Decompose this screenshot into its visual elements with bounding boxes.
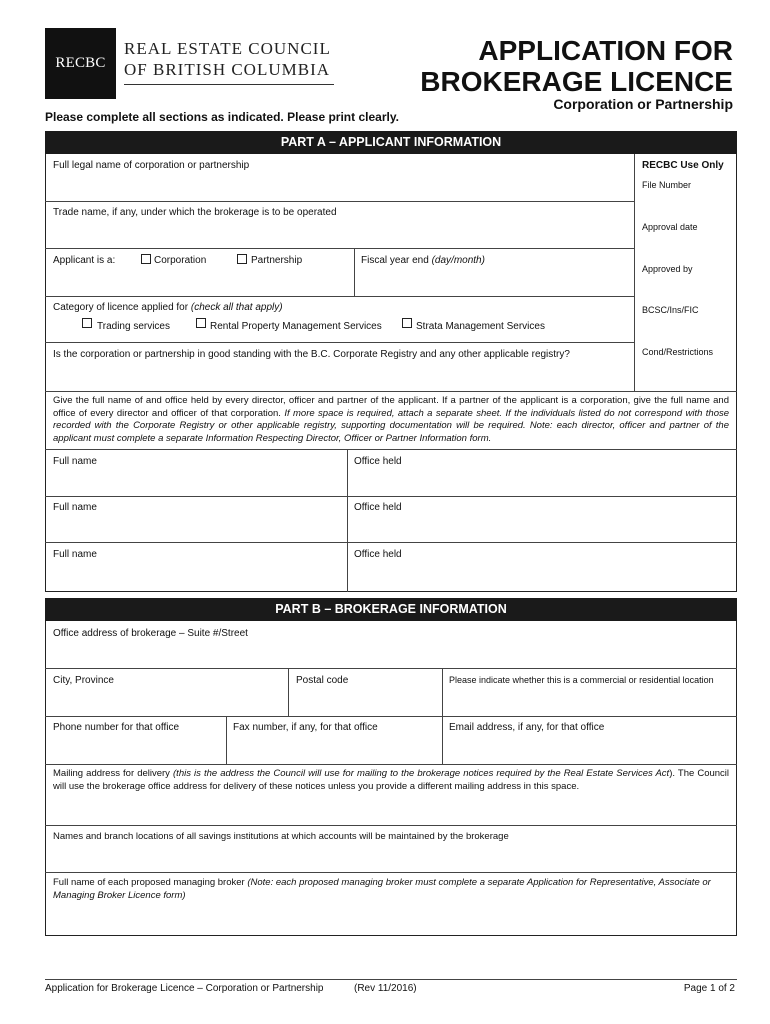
row-divider — [45, 542, 737, 543]
phone-field[interactable] — [46, 735, 225, 763]
category-hint: (check all that apply) — [190, 302, 283, 313]
fax-field[interactable] — [228, 735, 441, 763]
partnership-checkbox[interactable] — [237, 254, 247, 264]
cond-restrictions-label: Cond/Restrictions — [642, 347, 714, 357]
phone-label: Phone number for that office — [53, 722, 180, 733]
mailing-text-1: Mailing address for delivery — [53, 768, 170, 779]
email-label: Email address, if any, for that office — [449, 722, 605, 733]
location-type-label: Please indicate whether this is a commercial or residential location — [449, 675, 714, 685]
director-name-label-3: Full name — [53, 549, 97, 560]
city-province-label: City, Province — [53, 675, 114, 686]
org-name-line1: REAL ESTATE COUNCIL — [124, 39, 331, 58]
good-standing-label: Is the corporation or partnership in good standing with the B.C. Corporate Registry and any other applicable registry? — [53, 349, 570, 360]
name-office-divider — [347, 449, 348, 592]
trade-name-label: Trade name, if any, under which the brokerage is to be operated — [53, 207, 337, 218]
row-divider — [45, 391, 737, 392]
director-office-field-2[interactable] — [349, 515, 735, 541]
city-province-field[interactable] — [46, 688, 287, 715]
partnership-label: Partnership — [251, 255, 303, 266]
fiscal-year-end-label — [361, 254, 485, 267]
managing-broker-label — [53, 877, 729, 902]
fiscal-year-end-hint: (day/month) — [431, 255, 485, 266]
approval-date-label: Approval date — [642, 222, 698, 232]
office-address-label: Office address of brokerage – Suite #/Street — [53, 628, 248, 639]
director-name-label-2: Full name — [53, 502, 97, 513]
rental-services-label: Rental Property Management Services — [210, 321, 382, 332]
location-type-field[interactable] — [444, 688, 735, 715]
director-office-label-3: Office held — [354, 549, 402, 560]
managing-text-2: (Note: each proposed managing broker must complete a separate Application for Representative, Associate or Managing Broker Licence form) — [53, 877, 711, 901]
row-divider — [45, 825, 737, 826]
managing-text-1: Full name of each proposed managing broker — [53, 877, 245, 888]
rental-services-checkbox[interactable] — [196, 318, 206, 328]
office-use-heading: RECBC Use Only — [642, 160, 724, 171]
part-a-heading: PART A – APPLICANT INFORMATION — [45, 131, 737, 154]
managing-broker-field[interactable] — [46, 904, 735, 934]
footer-rule — [45, 979, 737, 980]
full-legal-name-label: Full legal name of corporation or partnership — [53, 160, 250, 171]
phone-fax-divider — [226, 716, 227, 764]
director-office-label-2: Office held — [354, 502, 402, 513]
part-b-heading: PART B – BROKERAGE INFORMATION — [45, 598, 737, 621]
form-title-line1: APPLICATION FOR — [478, 35, 733, 66]
director-name-label-1: Full name — [53, 456, 97, 467]
directors-para-2: If more space is required, attach a separate sheet. If the individuals listed do not correspond with those recorded with the Corporate Registry or other applicable registry, supporting documentation will be required. Note: each director, officer and partner of the applicant must complete a separate Information Respecting Director, Officer or Partner Information form. — [53, 407, 730, 444]
form-subtitle: Corporation or Partnership — [553, 96, 733, 112]
footer-revision: (Rev 11/2016) — [354, 983, 417, 994]
director-name-field-3[interactable] — [46, 562, 346, 590]
postal-code-label: Postal code — [296, 675, 349, 686]
row-divider — [45, 449, 737, 450]
trade-name-field[interactable] — [46, 220, 632, 247]
category-label — [53, 301, 283, 314]
corporation-label: Corporation — [154, 255, 207, 266]
director-office-label-1: Office held — [354, 456, 402, 467]
fiscal-year-end-text: Fiscal year end — [361, 255, 429, 266]
row-divider — [45, 668, 737, 669]
trading-services-checkbox[interactable] — [82, 318, 92, 328]
director-office-field-3[interactable] — [349, 562, 735, 590]
office-address-field[interactable] — [46, 641, 735, 668]
director-office-field-1[interactable] — [349, 469, 735, 495]
fiscal-divider — [354, 248, 355, 296]
fax-label: Fax number, if any, for that office — [233, 722, 378, 733]
city-postal-divider — [288, 668, 289, 716]
row-divider — [45, 716, 737, 717]
strata-services-label: Strata Management Services — [416, 321, 545, 332]
directors-para-1: Give the full name of and office held by every director, officer and partner of the applicant. If a partner of the applicant is a corporation, give the full name and office of every director and officer of that corporation. — [53, 395, 729, 419]
row-divider — [45, 296, 634, 297]
email-field[interactable] — [444, 735, 735, 763]
fiscal-year-end-field[interactable] — [356, 268, 632, 295]
recbc-logo: RECBC — [45, 28, 116, 99]
org-rule — [124, 84, 334, 85]
file-number-label: File Number — [642, 180, 692, 190]
directors-instructions — [53, 395, 729, 445]
corporation-checkbox[interactable] — [141, 254, 151, 264]
footer-form-name: Application for Brokerage Licence – Corporation or Partnership — [45, 983, 324, 994]
org-name-line2: OF BRITISH COLUMBIA — [124, 60, 331, 79]
approved-by-label: Approved by — [642, 264, 693, 274]
trading-services-label: Trading services — [97, 321, 170, 332]
postal-code-field[interactable] — [290, 688, 441, 715]
row-divider — [45, 764, 737, 765]
director-name-field-1[interactable] — [46, 469, 346, 495]
row-divider — [45, 201, 634, 202]
mailing-address-label — [53, 768, 729, 793]
strata-services-checkbox[interactable] — [402, 318, 412, 328]
savings-institutions-label: Names and branch locations of all savings institutions at which accounts will be maintained by the brokerage — [53, 831, 509, 842]
savings-institutions-field[interactable] — [46, 844, 735, 871]
full-legal-name-field[interactable] — [46, 173, 632, 200]
office-use-divider — [634, 154, 635, 391]
row-divider — [45, 496, 737, 497]
good-standing-field[interactable] — [46, 362, 632, 390]
bcsc-label: BCSC/Ins/FIC — [642, 305, 699, 315]
instructions: Please complete all sections as indicated. Please print clearly. — [45, 110, 399, 124]
mailing-text-2: (this is the address the Council will use for mailing to the brokerage notices required by the Real Estate Services Act — [173, 768, 670, 779]
form-title-line2: BROKERAGE LICENCE — [420, 66, 733, 97]
mailing-address-field[interactable] — [46, 796, 735, 824]
row-divider — [45, 872, 737, 873]
footer-page-number: Page 1 of 2 — [683, 983, 735, 994]
director-name-field-2[interactable] — [46, 515, 346, 541]
mailing-text-3: ). The Council will use the brokerage office address for delivery of these notices unless you provide a different mailing address in this space. — [53, 768, 730, 792]
category-text: Category of licence applied for — [53, 302, 189, 313]
applicant-is-label: Applicant is a: — [53, 255, 116, 266]
row-divider — [45, 248, 634, 249]
row-divider — [45, 342, 634, 343]
